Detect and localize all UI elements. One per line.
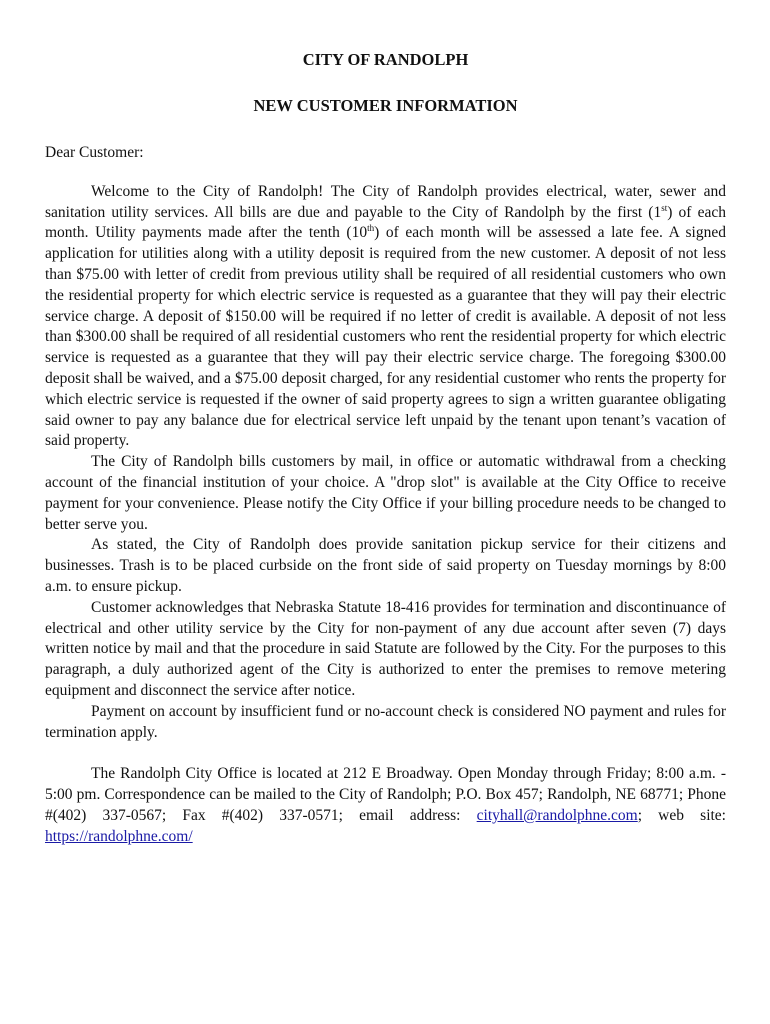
contact-text: The Randolph City Office is located at 212 E Broadway. Open Monday through Friday; 8:00 a.m. - 5:00 pm. Correspondence can be mailed to the City of Randolph; P.O. Box 457; Randolph, NE 68771; Phone #(402) 337-0567; Fax #(402) 337-0571; email address: [45, 765, 726, 824]
website-link[interactable]: https://randolphne.com/ [45, 827, 193, 845]
contact-separator: ; web site: [637, 806, 726, 824]
document-subtitle: NEW CUSTOMER INFORMATION [253, 96, 518, 115]
paragraph-welcome-part-a: Welcome to the City of Randolph! The City of Randolph provides electrical, water, sewer and sanitation utility services. All bills are due and payable to the City of Randolph by the first (1 [45, 182, 726, 221]
paragraph-termination: Customer acknowledges that Nebraska Statute 18-416 provides for termination and discontinuance of electrical and other utility service by the City for non-payment of any due account after seven (7) days written notice by mail and that the procedure in said Statute are followed by the City. For the purposes to this paragraph, a duly authorized agent of the City is authorized to enter the premises to remove metering equipment and disconnect the service after notice. [45, 598, 726, 699]
paragraph-welcome-part-c: ) of each month will be assessed a late fee. A signed application for utilities along with a utility deposit is required from the new customer. A deposit of not less than $75.00 with letter of credit from previous utility shall be required of all residential customers who own the residential property for which electric service is requested as a guarantee that they will pay their electric service charge. A deposit of $150.00 will be required if no letter of credit is available. A deposit of not less than $300.00 shall be required of all residential customers who rent the residential property for which electric service is requested as a guarantee that they will pay their electric service charge. The foregoing $300.00 deposit shall be waived, and a $75.00 deposit charged, for any residential customer who rents the property for which electric service is requested if the owner of said property agrees to sign a written guarantee obligating said owner to pay any balance due for electrical service left unpaid by the tenant upon tenant’s vacation of said property. [45, 224, 726, 450]
paragraph-contact [45, 764, 726, 847]
document-title: CITY OF RANDOLPH [302, 50, 469, 69]
paragraph-payment: Payment on account by insufficient fund or no-account check is considered NO payment and rules for termination apply. [45, 702, 726, 741]
paragraph-sanitation: As stated, the City of Randolph does provide sanitation pickup service for their citizens and businesses. Trash is to be placed curbside on the front side of said property on Tuesday mornings by 8:00 a.m. to ensure pickup. [45, 536, 726, 595]
superscript-first: st [661, 202, 668, 213]
email-link[interactable]: cityhall@randolphne.com [476, 806, 638, 824]
salutation: Dear Customer: [45, 144, 144, 161]
superscript-tenth: th [367, 223, 375, 234]
paragraph-welcome-part-b: ) of each month. Utility payments made after the tenth (10 [45, 203, 726, 242]
paragraph-welcome [45, 182, 726, 452]
paragraph-billing: The City of Randolph bills customers by mail, in office or automatic withdrawal from a checking account of the financial institution of your choice. A "drop slot" is available at the City Office to receive payment for your convenience. Please notify the City Office if your billing procedure needs to be changed to better serve you. [45, 453, 726, 533]
